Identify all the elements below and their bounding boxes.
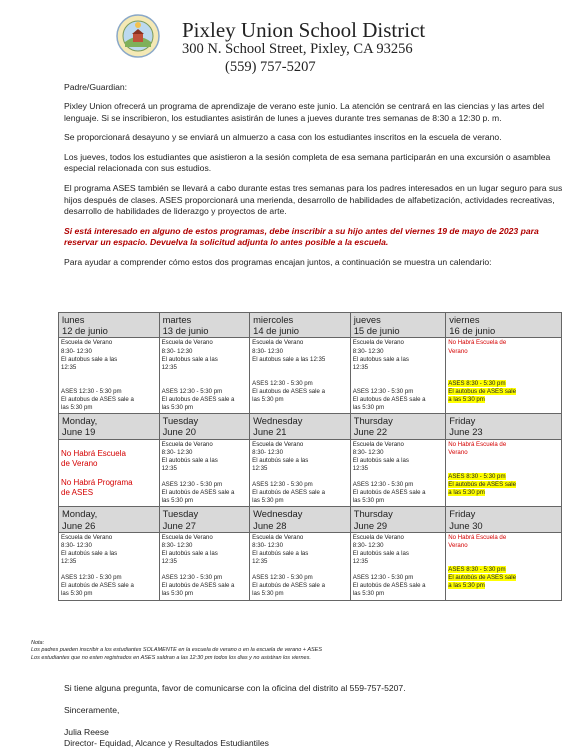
letter-body bbox=[64, 82, 564, 276]
week1-header-row bbox=[59, 313, 562, 338]
day-cell: Escuela de Verano 8:30- 12:30 El autobús sale a las 12:35 ASES 12:30 - 5:30 pm El autobús de ASES sale a las 5:30 pm bbox=[159, 439, 250, 507]
day-header: Thursday June 29 bbox=[350, 507, 446, 532]
paragraph-calendar-intro: Para ayudar a comprender cómo estos dos programas encajan juntos, a continuación se muestra un calendario: bbox=[64, 256, 492, 267]
day-cell: No Habrá Escuela de Verano ASES 8:30 - 5:30 pm El autobus de ASES sale a las 5:30 pm bbox=[446, 338, 562, 414]
day-header: lunes 12 de junio bbox=[59, 313, 160, 338]
day-cell: No Habrá Escuela de Verano No Habrá Programa de ASES bbox=[59, 439, 160, 507]
district-phone: (559) 757-5207 bbox=[225, 59, 316, 75]
signer-name: Julia Reese bbox=[64, 726, 109, 737]
day-cell: Escuela de Verano 8:30- 12:30 El autobus sale a las 12:35 ASES 12:30 - 5:30 pm El autobus de ASES sale a las 5:30 pm bbox=[59, 338, 160, 414]
district-address: 300 N. School Street, Pixley, CA 93256 bbox=[182, 41, 413, 57]
paragraph-program: Pixley Union ofrecerá un programa de aprendizaje de verano este junio. La atención se centrará en las ciencias y las artes del lenguaje. Si se inscribieron, los estudiantes asistirán de lunes a jueves durante tres semanas de 8:30 a 12:30 p. m. bbox=[64, 101, 545, 124]
day-cell: Escuela de Verano 8:30- 12:30 El autobús sale a las 12:35 ASES 12:30 - 5:30 pm El autobús de ASES sale a las 5:30 pm bbox=[350, 439, 446, 507]
day-cell: Escuela de Verano 8:30- 12:30 El autobus sale a las 12:35 ASES 12:30 - 5:30 pm El autobus de ASES sale a las 5:30 pm bbox=[350, 338, 446, 414]
day-cell: Escuela de Verano 8:30- 12:30 El autobús sale a las 12:35 ASES 12:30 - 5:30 pm El autobús de ASES sale a las 5:30 pm bbox=[59, 532, 160, 600]
letter-closing bbox=[64, 683, 564, 750]
day-cell: Escuela de Verano 8:30- 12:30 El autobús sale a las 12:35 ASES 12:30 - 5:30 pm El autobús de ASES sale a las 5:30 pm bbox=[250, 439, 351, 507]
day-header: Wednesday June 21 bbox=[250, 414, 351, 439]
letterhead bbox=[0, 0, 587, 78]
summer-calendar bbox=[58, 312, 562, 601]
day-header: Friday June 30 bbox=[446, 507, 562, 532]
no-school-notice: No Habrá Escuela de bbox=[448, 533, 507, 541]
week2-events-row bbox=[59, 439, 562, 507]
day-cell: No Habrá Escuela de Verano ASES 8:30 - 5:30 pm El autobús de ASES sale a las 5:30 pm bbox=[446, 439, 562, 507]
note-line: Los estudiantes que no esten registrados en ASES saldran a las 12:30 pm todos los dias y no asistiran los viernes. bbox=[31, 654, 311, 661]
paragraph-thursdays: Los jueves, todos los estudiantes que asistieron a la sesión completa de esa semana participarán en una excursión o asamblea especial relacionada con sus estudios. bbox=[64, 151, 551, 174]
day-header: Tuesday June 27 bbox=[159, 507, 250, 532]
ases-highlight: ASES 8:30 - 5:30 pm bbox=[448, 473, 506, 481]
day-header: viernes 16 de junio bbox=[446, 313, 562, 338]
no-school-notice: No Habrá Escuela de bbox=[448, 339, 507, 347]
ases-highlight: ASES 8:30 - 5:30 pm bbox=[448, 379, 506, 387]
week1-events-row bbox=[59, 338, 562, 414]
calendar-note bbox=[31, 640, 571, 662]
day-header: miercoles 14 de junio bbox=[250, 313, 351, 338]
paragraph-deadline: Si está interesado en alguno de estos programas, debe inscribir a su hijo antes del viernes 19 de mayo de 2023 para reservar un espacio. Devuelva la solicitud adjunta lo antes posible a la escuela. bbox=[64, 225, 539, 248]
note-line: Los padres pueden inscribir a los estudiantes SOLAMENTE en la escuela de verano o en la escuela de verano + ASES bbox=[31, 647, 323, 654]
day-header: Friday June 23 bbox=[446, 414, 562, 439]
day-header: Thursday June 22 bbox=[350, 414, 446, 439]
day-cell: Escuela de Verano 8:30- 12:30 El autobus sale a las 12:35 ASES 12:30 - 5:30 pm El autobus de ASES sale a las 5:30 pm bbox=[159, 338, 250, 414]
signoff: Sinceramente, bbox=[64, 704, 120, 715]
no-school-notice: No Habrá Escuela de bbox=[448, 440, 507, 448]
day-header: Wednesday June 28 bbox=[250, 507, 351, 532]
no-school-notice: No Habrá Escuela bbox=[61, 448, 126, 458]
day-header: Monday, June 19 bbox=[59, 414, 160, 439]
week3-events-row bbox=[59, 532, 562, 600]
day-cell: Escuela de Verano 8:30- 12:30 El autobus sale a las 12:35 ASES 12:30 - 5:30 pm El autobus de ASES sale a las 5:30 pm bbox=[250, 338, 351, 414]
day-cell: Escuela de Verano 8:30- 12:30 El autobús sale a las 12:35 ASES 12:30 - 5:30 pm El autobús de ASES sale a las 5:30 pm bbox=[250, 532, 351, 600]
day-header: martes 13 de junio bbox=[159, 313, 250, 338]
note-label: Nota: bbox=[31, 640, 45, 646]
district-name: Pixley Union School District bbox=[182, 18, 426, 42]
week3-header-row bbox=[59, 507, 562, 532]
day-cell: No Habrá Escuela de Verano ASES 8:30 - 5:30 pm El autobús de ASES sale a las 5:30 pm bbox=[446, 532, 562, 600]
day-header: Monday, June 26 bbox=[59, 507, 160, 532]
paragraph-ases: El programa ASES también se llevará a cabo durante estas tres semanas para los padres interesados en un lugar seguro para sus hijos después de clases. ASES proporcionará una merienda, desarrollo de habilidades de alfabetización, actividades recreativas, desarrollo de habilidades de liderazgo y proyectos de arte. bbox=[64, 182, 563, 217]
ases-highlight: ASES 8:30 - 5:30 pm bbox=[448, 566, 506, 574]
week2-header-row bbox=[59, 414, 562, 439]
no-ases-notice: No Habrá Programa bbox=[61, 477, 133, 487]
day-cell: Escuela de Verano 8:30- 12:30 El autobús sale a las 12:35 ASES 12:30 - 5:30 pm El autobús de ASES sale a las 5:30 pm bbox=[159, 532, 250, 600]
day-header: Tuesday June 20 bbox=[159, 414, 250, 439]
signer-title: Director- Equidad, Alcance y Resultados Estudiantiles bbox=[64, 738, 269, 749]
paragraph-meals: Se proporcionará desayuno y se enviará un almuerzo a casa con los estudiantes inscritos en la escuela de verano. bbox=[64, 132, 502, 143]
day-cell: Escuela de Verano 8:30- 12:30 El autobús sale a las 12:35 ASES 12:30 - 5:30 pm El autobús de ASES sale a las 5:30 pm bbox=[350, 532, 446, 600]
day-header: jueves 15 de junio bbox=[350, 313, 446, 338]
district-seal-logo bbox=[116, 14, 160, 58]
contact-line: Si tiene alguna pregunta, favor de comunicarse con la oficina del distrito al 559-757-5207. bbox=[64, 683, 406, 693]
greeting: Padre/Guardian: bbox=[64, 82, 128, 92]
